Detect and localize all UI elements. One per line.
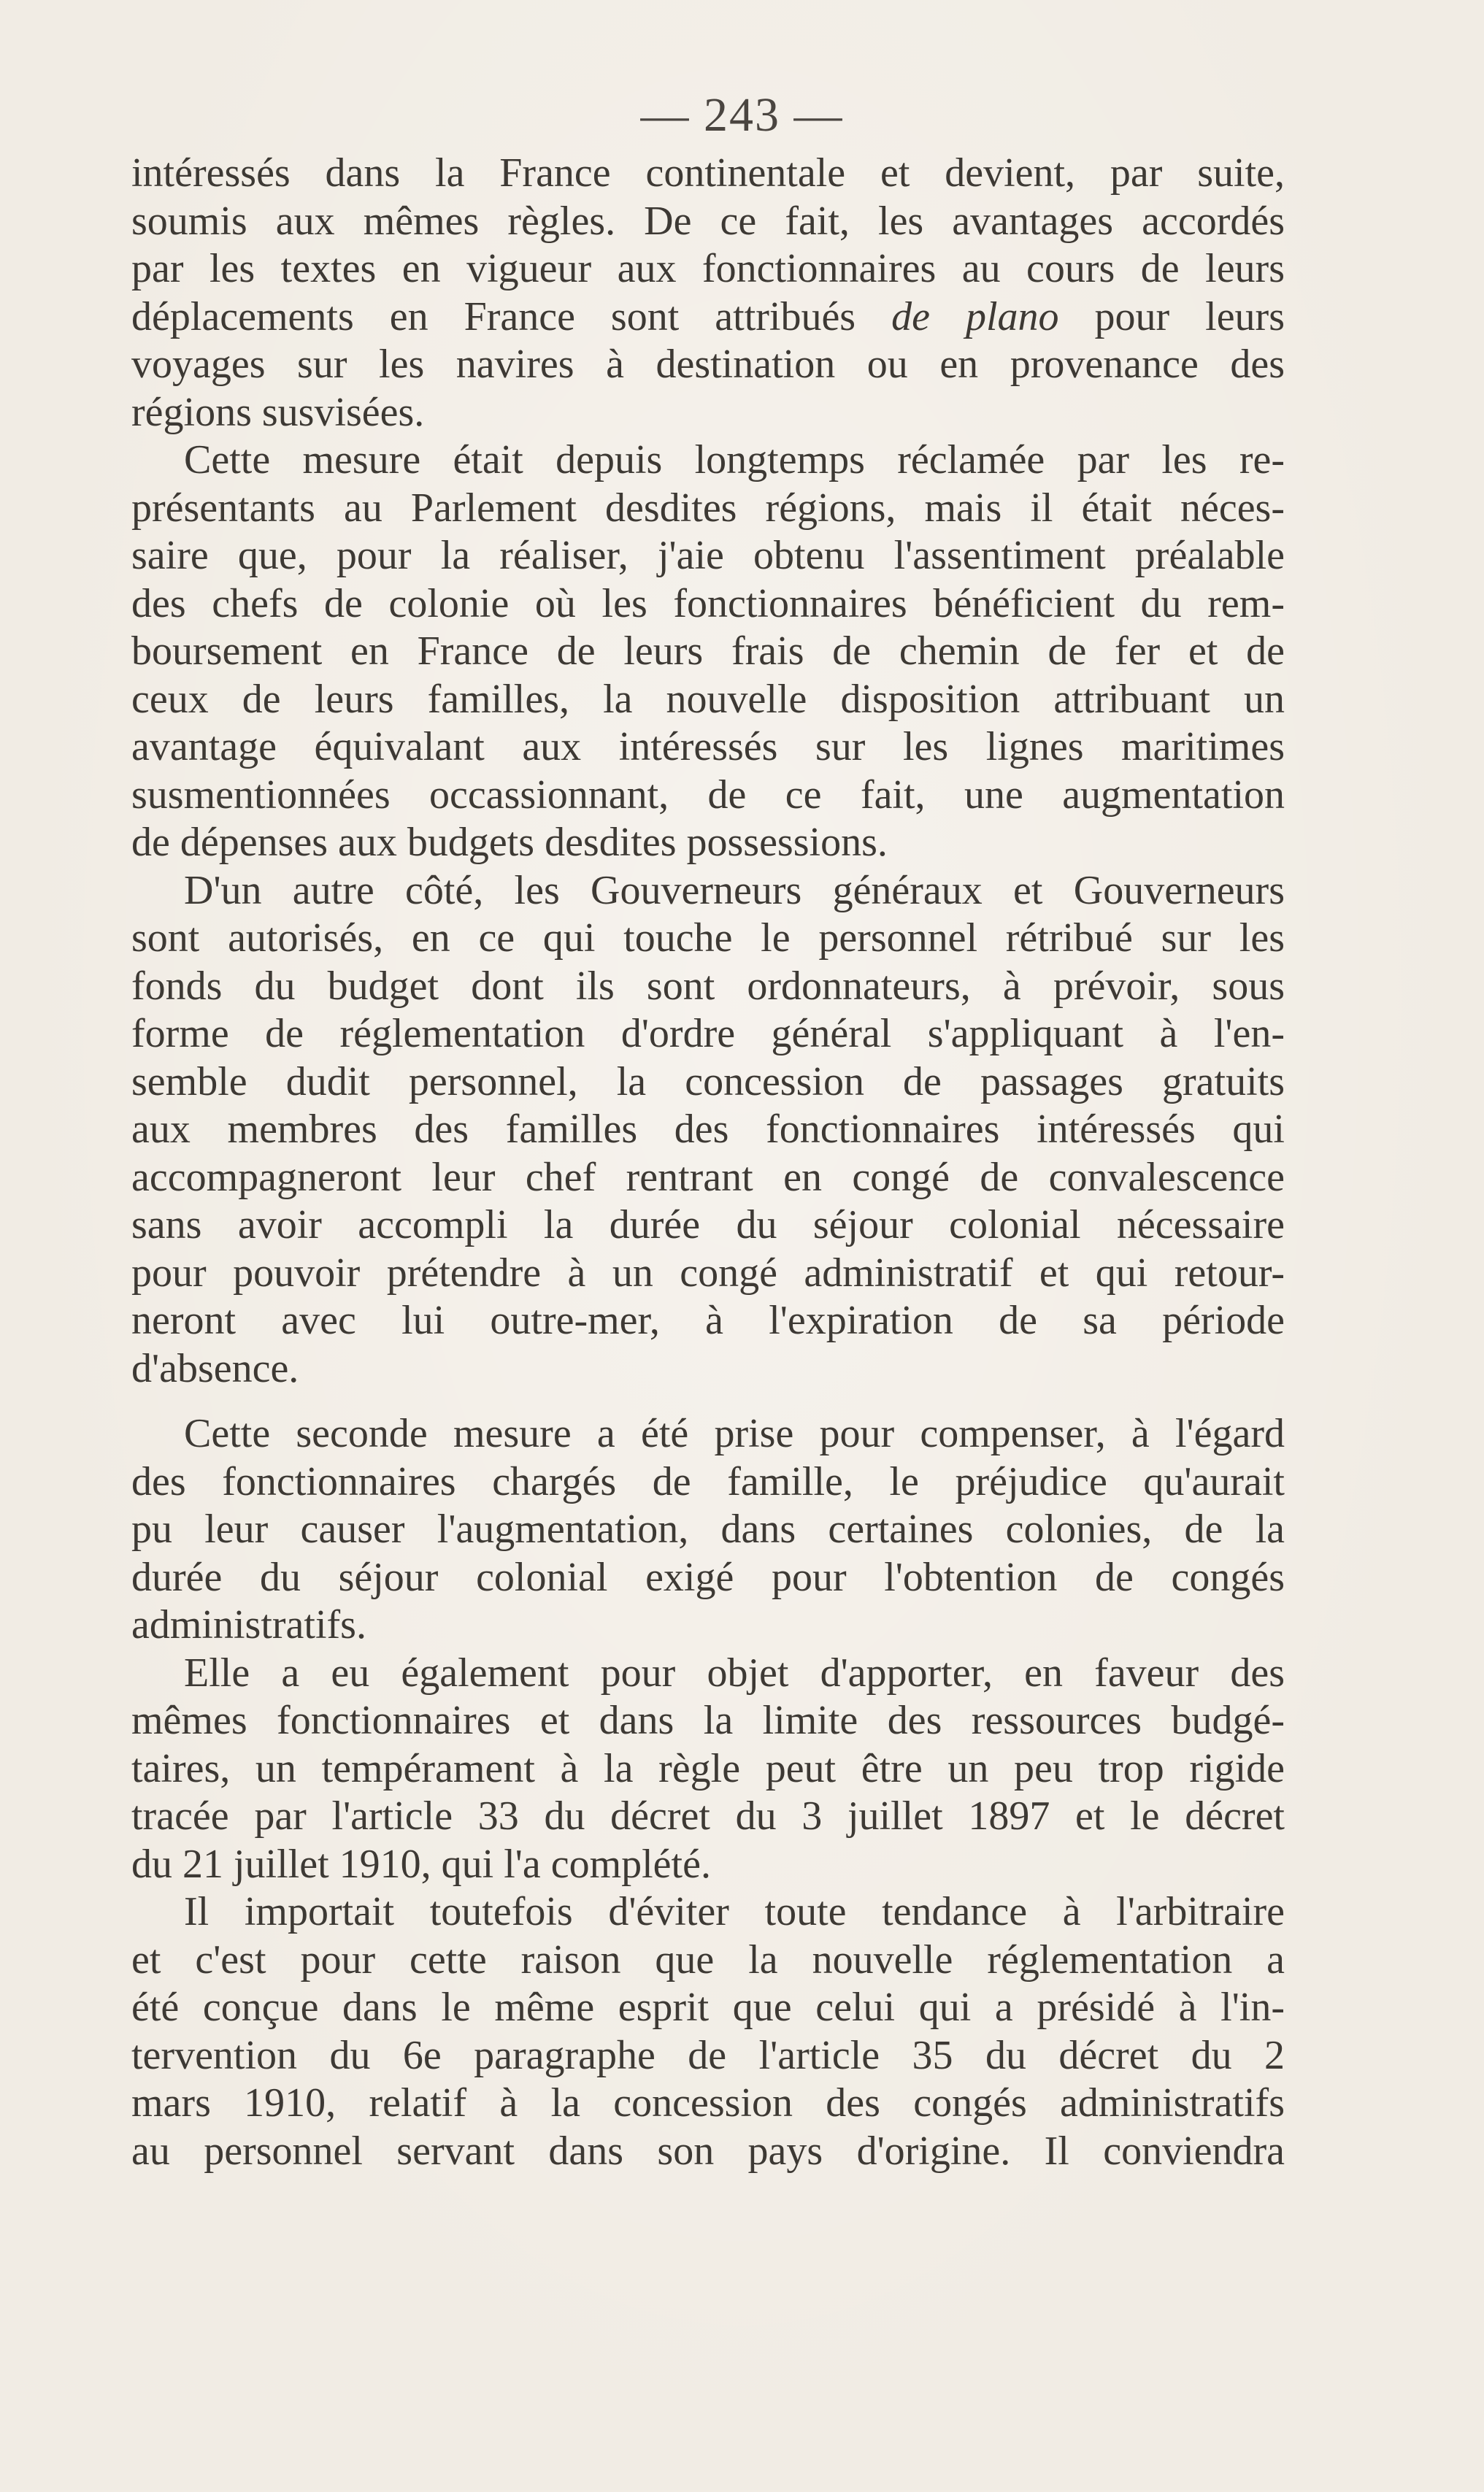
text-line: soumis aux mêmes règles. De ce fait, les avantages accordés — [131, 198, 1285, 244]
text-line: des fonctionnaires chargés de famille, le préjudice qu'aurait — [131, 1458, 1285, 1504]
text-line: mêmes fonctionnaires et dans la limite des ressources budgé- — [131, 1698, 1285, 1743]
italic-phrase: de plano — [891, 293, 1059, 339]
text-line: du 21 juillet 1910, qui l'a complété. — [131, 1841, 711, 1887]
paragraph — [131, 867, 1285, 1393]
text-line: neront avec lui outre-mer, à l'expiration de sa période — [131, 1298, 1285, 1343]
text-line: et c'est pour cette raison que la nouvelle réglementation a — [131, 1937, 1285, 1983]
text-line: intéressés dans la France continentale et devient, par suite, — [131, 150, 1285, 196]
text-line: de dépenses aux budgets desdites possessions. — [131, 820, 888, 865]
text-line: D'un autre côté, les Gouverneurs généraux et Gouverneurs — [184, 867, 1285, 913]
paragraph — [131, 437, 1285, 867]
text-line: avantage équivalant aux intéressés sur les lignes maritimes — [131, 724, 1285, 769]
text-line: boursement en France de leurs frais de chemin de fer et de — [131, 628, 1285, 674]
text-line: déplacements en France sont attribués de plano pour leurs — [131, 293, 1285, 339]
text-line: Cette seconde mesure a été prise pour compenser, à l'égard — [184, 1411, 1285, 1456]
text-line: présentants au Parlement desdites régions, mais il était néces- — [131, 485, 1285, 531]
text-line: sans avoir accompli la durée du séjour colonial nécessaire — [131, 1202, 1285, 1247]
text-line: aux membres des familles des fonctionnaires intéressés qui — [131, 1107, 1285, 1152]
text-line: au personnel servant dans son pays d'origine. Il conviendra — [131, 2128, 1285, 2174]
text-line: Cette mesure était depuis longtemps réclamée par les re- — [184, 437, 1285, 482]
text-line: mars 1910, relatif à la concession des congés administratifs — [131, 2080, 1285, 2126]
paragraph — [131, 1410, 1285, 1650]
text-line: d'absence. — [131, 1345, 299, 1391]
paragraph — [131, 150, 1285, 437]
text-line: Il importait toutefois d'éviter toute tendance à l'arbitraire — [184, 1889, 1285, 1934]
text-line: régions susvisées. — [131, 389, 425, 435]
text-line: ceux de leurs familles, la nouvelle disposition attribuant un — [131, 676, 1285, 722]
text-line: pour pouvoir prétendre à un congé administratif et qui retour- — [131, 1250, 1285, 1296]
text-line: fonds du budget dont ils sont ordonnateurs, à prévoir, sous — [131, 963, 1285, 1009]
text-line: durée du séjour colonial exigé pour l'obtention de congés — [131, 1554, 1285, 1600]
text-line: tervention du 6e paragraphe de l'article 35 du décret du 2 — [131, 2032, 1285, 2078]
text-line: voyages sur les navires à destination ou en provenance des — [131, 342, 1285, 387]
body-text — [131, 150, 1285, 2175]
text-line: sont autorisés, en ce qui touche le personnel rétribué sur les — [131, 915, 1285, 961]
text-line: semble dudit personnel, la concession de passages gratuits — [131, 1058, 1285, 1104]
text-line: été conçue dans le même esprit que celui qui a présidé à l'in- — [131, 1985, 1285, 2030]
text-line: administratifs. — [131, 1602, 366, 1647]
text-line: taires, un tempérament à la règle peut être un peu trop rigide — [131, 1745, 1285, 1791]
text-line: tracée par l'article 33 du décret du 3 juillet 1897 et le décret — [131, 1793, 1285, 1839]
page-number: — 243 — — [640, 88, 844, 142]
text-line: par les textes en vigueur aux fonctionnaires au cours de leurs — [131, 246, 1285, 291]
paragraph — [131, 1888, 1285, 2175]
text-line: forme de réglementation d'ordre général s'appliquant à l'en- — [131, 1011, 1285, 1056]
text-line: Elle a eu également pour objet d'apporter, en faveur des — [184, 1650, 1285, 1696]
text-line: des chefs de colonie où les fonctionnaires bénéficient du rem- — [131, 580, 1285, 626]
text-line: accompagneront leur chef rentrant en congé de convalescence — [131, 1154, 1285, 1200]
text-line: susmentionnées occassionnant, de ce fait, une augmentation — [131, 772, 1285, 818]
text-line: saire que, pour la réaliser, j'aie obtenu l'assentiment préalable — [131, 533, 1285, 578]
paragraph — [131, 1650, 1285, 1889]
text-line: pu leur causer l'augmentation, dans certaines colonies, de la — [131, 1507, 1285, 1552]
